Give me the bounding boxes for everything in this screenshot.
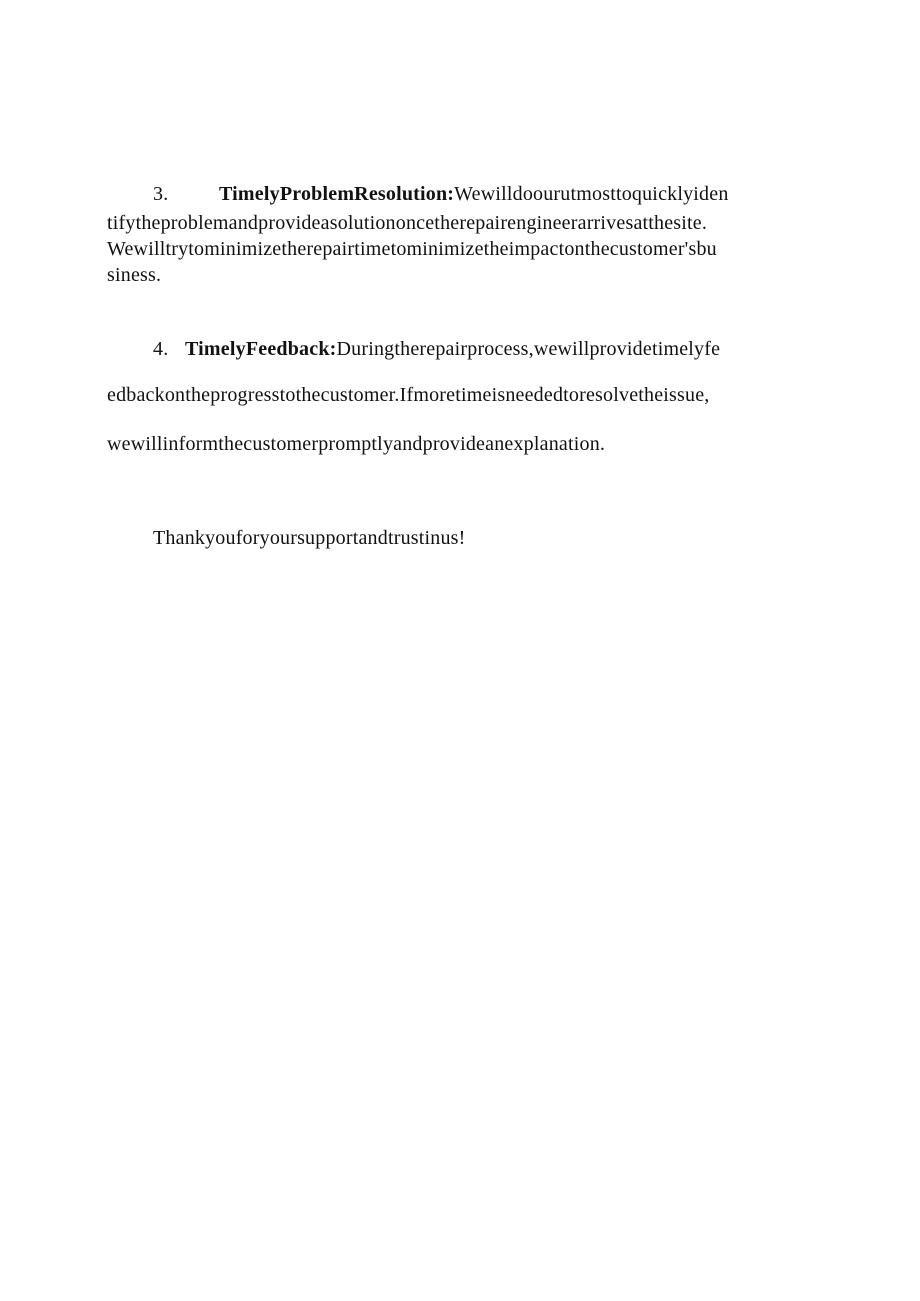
item-3-heading: TimelyProblemResolution: (219, 183, 455, 205)
item-4-line-1 (107, 339, 807, 359)
item-3-line-3: Wewilltrytominimizetherepairtimetominimizetheimpactonthecustomer'sbu (107, 238, 717, 260)
item-3-line-4: siness. (107, 264, 162, 286)
closing-text: Thankyouforyoursupportandtrustinus! (153, 527, 466, 549)
item-4-line-2: edbackontheprogresstothecustomer.Ifmoretimeisneededtoresolvetheissue, (107, 384, 710, 406)
closing-line (107, 528, 807, 548)
item-3-text-1: Wewilldoourutmosttoquicklyiden (454, 183, 729, 205)
item-3-line-2: tifytheproblemandprovideasolutiononcetherepairengineerarrivesatthesite. (107, 212, 708, 234)
item-4-text-1: Duringtherepairprocess,wewillprovidetimelyfe (336, 338, 721, 360)
item-3-line-1 (107, 184, 807, 204)
item-3-number: 3. (153, 183, 169, 205)
item-4-heading: TimelyFeedback: (185, 338, 337, 360)
item-4-number: 4. (153, 338, 169, 360)
item-4-line-3: wewillinformthecustomerpromptlyandprovideanexplanation. (107, 433, 606, 455)
